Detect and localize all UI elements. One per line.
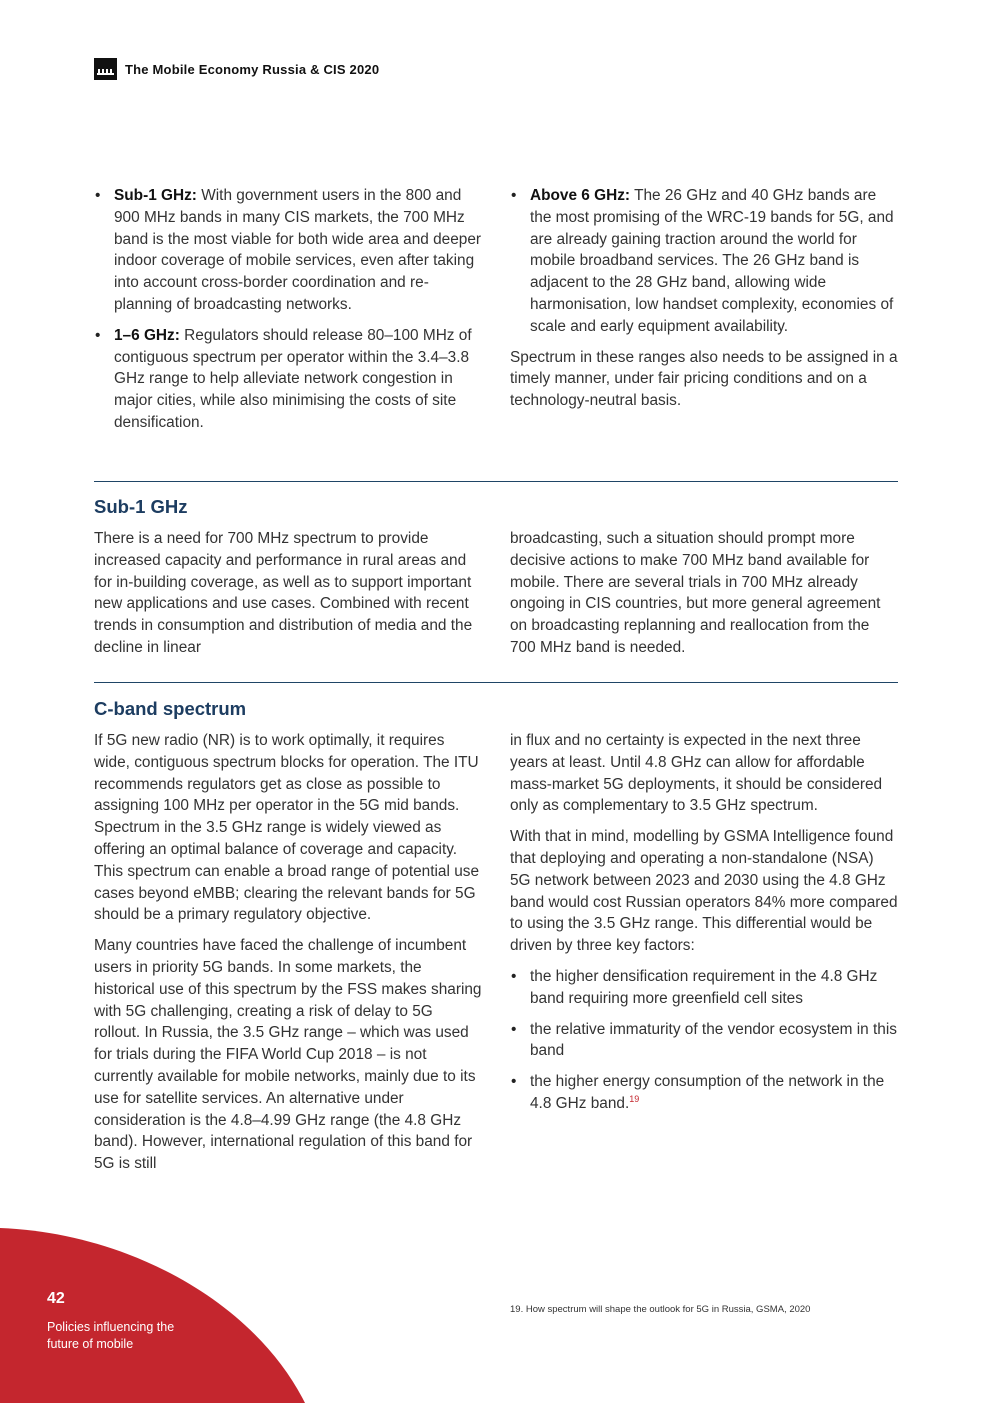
section-divider [94,481,898,482]
section-heading-sub1: Sub-1 GHz [94,496,188,517]
bullet-label: Sub-1 GHz: [114,187,197,204]
page-header [94,58,379,80]
chapter-label: Policies influencing the future of mobile [47,1320,175,1351]
factor-bullet: • the relative immaturity of the vendor ecosystem in this band [510,1019,898,1063]
intro-left-column [94,185,482,443]
page-number: 42 [47,1290,65,1307]
sub1-paragraph: broadcasting, such a situation should prompt more decisive actions to make 700 MHz band available for mobile. There are several trials in 700 MHz already ongoing in CIS countries, but more general agreement on broadcasting replanning and reallocation from the 700 MHz band is needed. [510,530,881,656]
section-heading-cband: C-band spectrum [94,698,247,719]
sub1-paragraph: There is a need for 700 MHz spectrum to provide increased capacity and performance in rural areas and for in-building coverage, as well as to support important new applications and use cases. Combined with recent trends in consumption and distribution of media and the decline in linear [94,530,473,656]
sub1-left-column [94,528,482,668]
gsma-logo-icon [94,58,117,80]
cband-paragraph: Many countries have faced the challenge of incumbent users in priority 5G bands. In some markets, the historical use of this spectrum by the FSS makes sharing with 5G challenging, creating a risk of delay to 5G rollout. In Russia, the 3.5 GHz range – which was used for trials during the FIFA World Cup 2018 – is not currently available for mobile networks, mainly due to its use for satellite services. An alternative under consideration is the 4.8–4.99 GHz range (the 4.8 GHz band). However, international regulation of this band for 5G is still [94,937,482,1173]
factor-bullet [510,1071,898,1115]
bullet-above-6ghz [510,185,898,338]
bullet-sub1 [94,185,482,316]
bullet-text: The 26 GHz and 40 GHz bands are the most promising of the WRC-19 bands for 5G, and are already gaining traction around the world for mobile broadband services. The 26 GHz band is adjacent to the 28 GHz band, allowing wide harmonisation, low handset complexity, economies of scale and early equipment availability. [530,187,894,335]
sub1-right-column [510,528,898,668]
intro-paragraph: Spectrum in these ranges also needs to be assigned in a timely manner, under fair pricing conditions and on a technology-neutral basis. [510,348,898,410]
bullet-text: Regulators should release 80–100 MHz of contiguous spectrum per operator within the 3.4–3.8 GHz range to help alleviate network congestion in major cities, while also minimising the costs of site densification. [114,326,472,431]
intro-right-column [510,185,898,421]
cband-paragraph: If 5G new radio (NR) is to work optimally, it requires wide, contiguous spectrum blocks for operation. The ITU recommends regulators get as close as possible to assigning 100 MHz per operator in the 5G mid bands. Spectrum in the 3.5 GHz range is widely viewed as offering an optimal balance of coverage and capacity. This spectrum can enable a broad range of potential use cases beyond eMBB; clearing the relevant bands for 5G should be a primary regulatory objective. [94,732,480,924]
cband-paragraph: With that in mind, modelling by GSMA Intelligence found that deploying and operating a non-standalone (NSA) 5G network between 2023 and 2030 using the 4.8 GHz band would cost Russian operators 84% more compared to using the 3.5 GHz range. This differential would be driven by three key factors: [510,828,898,955]
footnote-reference[interactable]: 19 [629,1093,640,1104]
bullet-text: With government users in the 800 and 900 MHz bands in many CIS markets, the 700 MHz band is the most viable for both wide area and deeper indoor coverage of mobile services, even after taking into account cross-border coordination and re-planning of broadcasting networks. [114,187,482,313]
bullet-label: 1–6 GHz: [114,326,180,344]
cband-paragraph: in flux and no certainty is expected in the next three years at least. Until 4.8 GHz can allow for affordable mass-market 5G deployments, it should be considered only as complementary to 3.5 GHz spectrum. [510,732,883,815]
report-title: The Mobile Economy Russia & CIS 2020 [125,61,380,77]
cband-left-column [94,730,482,1184]
section-divider [94,682,898,683]
factor-text: the higher energy consumption of the network in the 4.8 GHz band. [530,1073,885,1112]
bullet-1-6ghz [94,325,482,434]
footnote: 19. How spectrum will shape the outlook for 5G in Russia, GSMA, 2020 [510,1304,811,1315]
bullet-label: Above 6 GHz: [530,187,631,204]
corner-decoration [0,1223,305,1403]
cband-right-column [510,730,898,1124]
factor-bullet: • the higher densification requirement in the 4.8 GHz band requiring more greenfield cell sites [510,966,898,1010]
